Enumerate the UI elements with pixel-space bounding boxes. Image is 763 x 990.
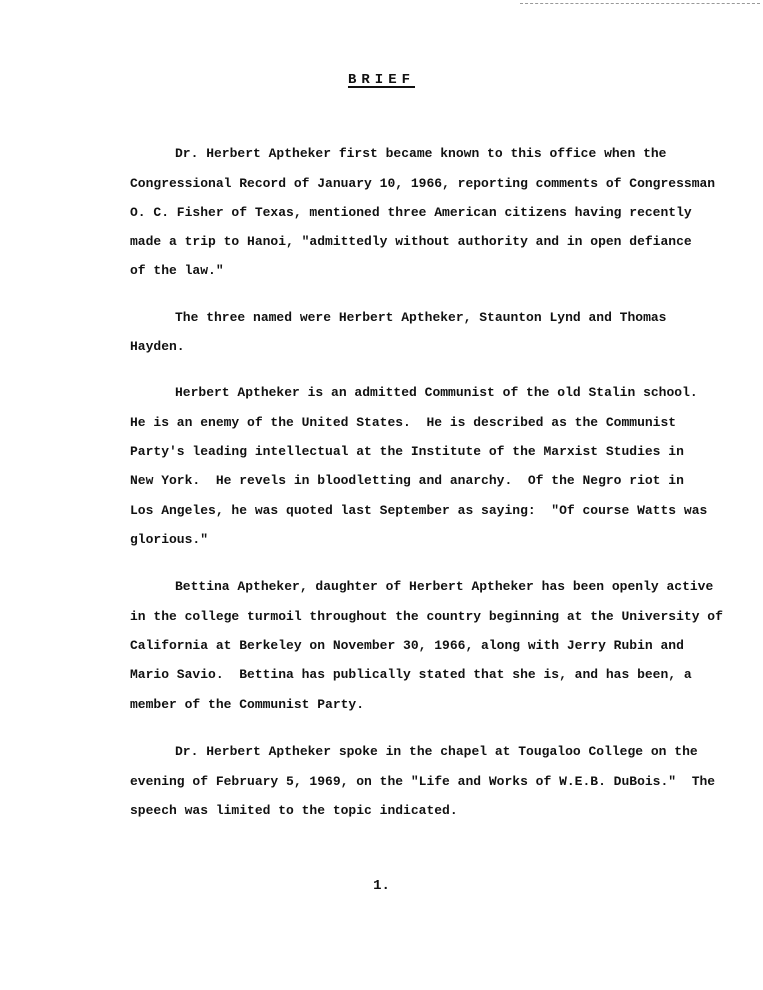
paragraph-5-line-3: speech was limited to the topic indicated. bbox=[130, 803, 458, 818]
paragraph-4-line-4: Mario Savio. Bettina has publically stated that she is, and has been, a bbox=[130, 667, 692, 682]
paragraph-3-line-4: New York. He revels in bloodletting and anarchy. Of the Negro riot in bbox=[130, 473, 684, 488]
top-border-rule bbox=[520, 3, 760, 4]
paragraph-1-line-1: Dr. Herbert Aptheker first became known to this office when the bbox=[175, 146, 667, 161]
paragraph-1-line-3: O. C. Fisher of Texas, mentioned three American citizens having recently bbox=[130, 205, 692, 220]
paragraph-3-line-2: He is an enemy of the United States. He is described as the Communist bbox=[130, 415, 677, 430]
paragraph-4-line-5: member of the Communist Party. bbox=[130, 697, 365, 712]
paragraph-4-line-1: Bettina Aptheker, daughter of Herbert Aptheker has been openly active bbox=[175, 579, 714, 594]
paragraph-2-line-2: Hayden. bbox=[130, 339, 185, 354]
paragraph-2-line-1: The three named were Herbert Aptheker, Staunton Lynd and Thomas bbox=[175, 310, 667, 325]
paragraph-3-line-3: Party's leading intellectual at the Institute of the Marxist Studies in bbox=[130, 444, 684, 459]
paragraph-5-line-1: Dr. Herbert Aptheker spoke in the chapel at Tougaloo College on the bbox=[175, 744, 698, 759]
paragraph-3-line-1: Herbert Aptheker is an admitted Communist of the old Stalin school. bbox=[175, 385, 698, 400]
paragraph-1-line-5: of the law." bbox=[130, 263, 224, 278]
paragraph-5-line-2: evening of February 5, 1969, on the "Life and Works of W.E.B. DuBois." The bbox=[130, 774, 716, 789]
paragraph-3-line-5: Los Angeles, he was quoted last September as saying: "Of course Watts was bbox=[130, 503, 708, 518]
paragraph-1-line-2: Congressional Record of January 10, 1966, reporting comments of Congressman bbox=[130, 176, 716, 191]
paragraph-3-line-6: glorious." bbox=[130, 532, 209, 547]
document-title: BRIEF bbox=[347, 72, 415, 88]
paragraph-4-line-3: California at Berkeley on November 30, 1966, along with Jerry Rubin and bbox=[130, 638, 684, 653]
page-number: 1. bbox=[373, 878, 390, 894]
paragraph-1-line-4: made a trip to Hanoi, "admittedly without authority and in open defiance bbox=[130, 234, 692, 249]
paragraph-4-line-2: in the college turmoil throughout the country beginning at the University of bbox=[130, 609, 723, 624]
